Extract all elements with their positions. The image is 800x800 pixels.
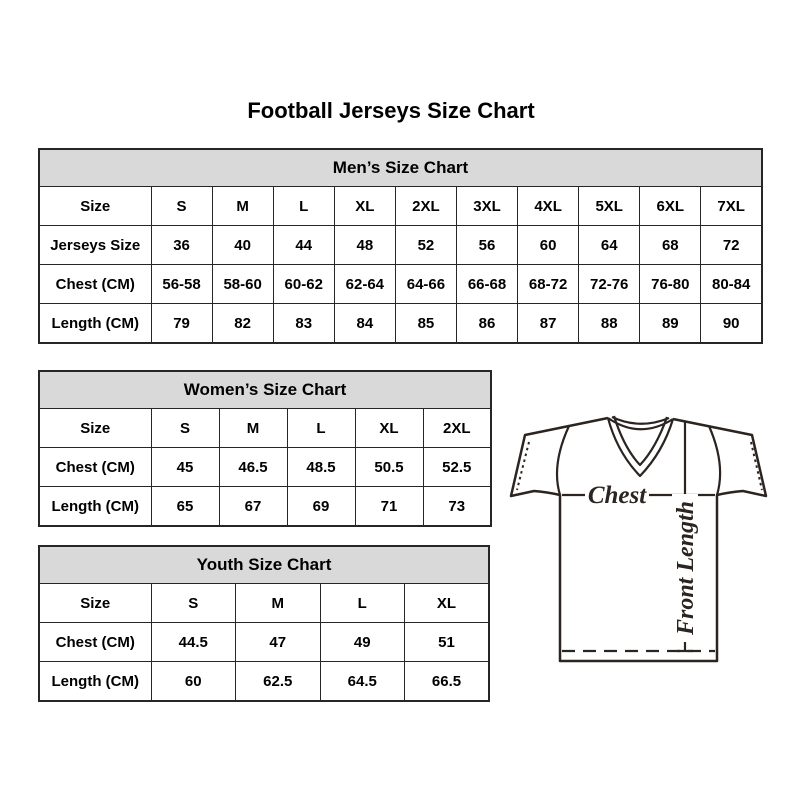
table-cell: 49 — [320, 623, 405, 662]
table-cell: 82 — [212, 304, 273, 344]
table-cell: 68 — [640, 226, 701, 265]
table-row — [39, 662, 489, 702]
table-row — [39, 304, 762, 344]
row-header: Chest (CM) — [39, 448, 151, 487]
chest-label: Chest — [587, 482, 647, 509]
table-cell: 90 — [701, 304, 762, 344]
table-cell: 65 — [151, 487, 219, 527]
jersey-vneck — [608, 416, 673, 476]
column-header: L — [273, 187, 334, 226]
table-cell: 52.5 — [423, 448, 491, 487]
table-row — [39, 265, 762, 304]
youth-size-table — [38, 545, 490, 702]
table-cell: 58-60 — [212, 265, 273, 304]
table-cell: 56 — [456, 226, 517, 265]
row-label-header: Size — [39, 187, 151, 226]
table-cell: 69 — [287, 487, 355, 527]
column-header: S — [151, 409, 219, 448]
jersey-outline — [511, 418, 766, 661]
table-cell: 48 — [334, 226, 395, 265]
table-cell: 89 — [640, 304, 701, 344]
page-title: Football Jerseys Size Chart — [247, 98, 535, 123]
table-cell: 60 — [151, 662, 236, 702]
section-title-row — [39, 371, 491, 409]
womens-size-table — [38, 370, 492, 527]
table-cell: 62-64 — [334, 265, 395, 304]
column-header: 2XL — [423, 409, 491, 448]
column-header: 6XL — [640, 187, 701, 226]
table-cell: 46.5 — [219, 448, 287, 487]
row-header: Chest (CM) — [39, 623, 151, 662]
table-cell: 56-58 — [151, 265, 212, 304]
table-cell: 47 — [236, 623, 321, 662]
table-cell: 44.5 — [151, 623, 236, 662]
table-row — [39, 226, 762, 265]
row-header: Jerseys Size — [39, 226, 151, 265]
table-cell: 66-68 — [456, 265, 517, 304]
table-cell: 84 — [334, 304, 395, 344]
table-cell: 68-72 — [518, 265, 579, 304]
row-header: Length (CM) — [39, 487, 151, 527]
column-header: M — [219, 409, 287, 448]
column-header: XL — [405, 584, 490, 623]
jersey-measurement-diagram — [505, 410, 775, 675]
table-cell: 72 — [701, 226, 762, 265]
table-row — [39, 487, 491, 527]
table-cell: 51 — [405, 623, 490, 662]
table-section-title: Youth Size Chart — [39, 546, 489, 584]
column-header: S — [151, 187, 212, 226]
table-cell: 66.5 — [405, 662, 490, 702]
table-cell: 60 — [518, 226, 579, 265]
column-header: 4XL — [518, 187, 579, 226]
column-header: M — [236, 584, 321, 623]
table-cell: 64 — [579, 226, 640, 265]
column-header: L — [320, 584, 405, 623]
row-header: Chest (CM) — [39, 265, 151, 304]
table-cell: 45 — [151, 448, 219, 487]
row-header: Length (CM) — [39, 304, 151, 344]
column-header: 7XL — [701, 187, 762, 226]
table-cell: 64-66 — [395, 265, 456, 304]
table-cell: 60-62 — [273, 265, 334, 304]
table-cell: 86 — [456, 304, 517, 344]
table-cell: 88 — [579, 304, 640, 344]
column-header: 3XL — [456, 187, 517, 226]
row-header: Length (CM) — [39, 662, 151, 702]
table-cell: 50.5 — [355, 448, 423, 487]
table-cell: 76-80 — [640, 265, 701, 304]
column-header: 5XL — [579, 187, 640, 226]
table-cell: 52 — [395, 226, 456, 265]
table-cell: 67 — [219, 487, 287, 527]
row-label-header: Size — [39, 409, 151, 448]
table-cell: 48.5 — [287, 448, 355, 487]
table-row — [39, 448, 491, 487]
mens-size-table — [38, 148, 763, 344]
column-header-row — [39, 409, 491, 448]
column-header: 2XL — [395, 187, 456, 226]
table-cell: 62.5 — [236, 662, 321, 702]
table-cell: 36 — [151, 226, 212, 265]
column-header: XL — [355, 409, 423, 448]
column-header-row — [39, 187, 762, 226]
row-label-header: Size — [39, 584, 151, 623]
table-cell: 72-76 — [579, 265, 640, 304]
table-cell: 44 — [273, 226, 334, 265]
table-cell: 71 — [355, 487, 423, 527]
table-cell: 73 — [423, 487, 491, 527]
table-section-title: Women’s Size Chart — [39, 371, 491, 409]
table-cell: 85 — [395, 304, 456, 344]
column-header: S — [151, 584, 236, 623]
table-cell: 64.5 — [320, 662, 405, 702]
column-header: L — [287, 409, 355, 448]
column-header: XL — [334, 187, 395, 226]
section-title-row — [39, 149, 762, 187]
table-section-title: Men’s Size Chart — [39, 149, 762, 187]
table-cell: 79 — [151, 304, 212, 344]
section-title-row — [39, 546, 489, 584]
front-length-label: Front Length — [673, 500, 699, 636]
table-cell: 80-84 — [701, 265, 762, 304]
column-header-row — [39, 584, 489, 623]
table-cell: 83 — [273, 304, 334, 344]
column-header: M — [212, 187, 273, 226]
table-row — [39, 623, 489, 662]
table-cell: 87 — [518, 304, 579, 344]
table-cell: 40 — [212, 226, 273, 265]
